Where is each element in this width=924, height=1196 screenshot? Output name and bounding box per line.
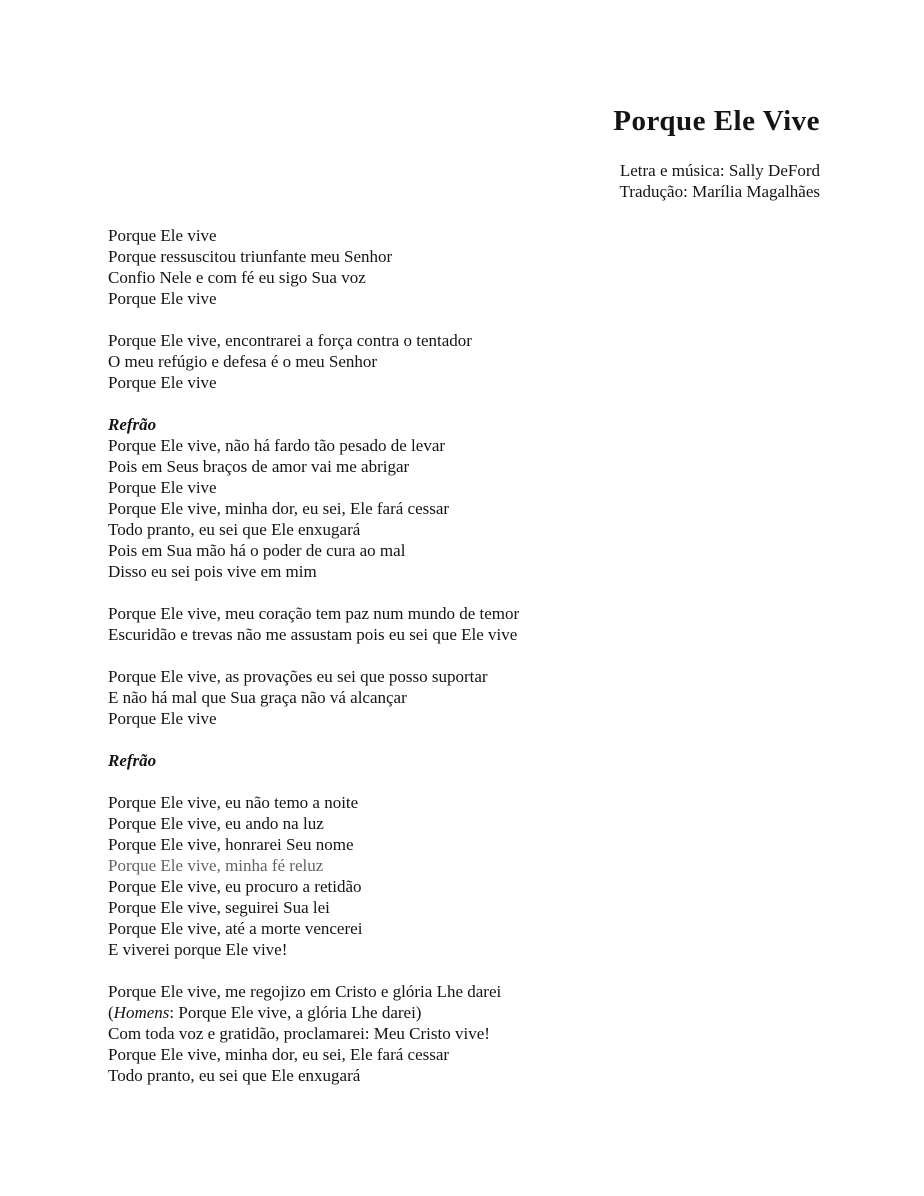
lyric-line: Disso eu sei pois vive em mim bbox=[108, 562, 317, 581]
lyric-line: Porque Ele vive, minha dor, eu sei, Ele fará cessar bbox=[108, 1045, 450, 1064]
credit-line-music: Letra e música: Sally DeFord bbox=[619, 161, 820, 180]
lyric-line: Porque Ele vive bbox=[108, 478, 217, 497]
lyric-line: Porque Ele vive bbox=[108, 289, 217, 308]
lyric-line: Porque Ele vive, seguirei Sua lei bbox=[108, 898, 330, 917]
lyric-line: E não há mal que Sua graça não vá alcançar bbox=[108, 688, 407, 707]
document-header bbox=[613, 103, 820, 202]
page-title: Porque Ele Vive bbox=[613, 105, 820, 137]
lyric-line: Porque Ele vive, até a morte vencerei bbox=[108, 919, 363, 938]
lyric-line: Pois em Seus braços de amor vai me abrigar bbox=[108, 457, 410, 476]
stanza bbox=[108, 330, 864, 393]
lyric-line: Com toda voz e gratidão, proclamarei: Meu Cristo vive! bbox=[108, 1024, 490, 1043]
lyric-line: Porque Ele vive, meu coração tem paz num mundo de temor bbox=[108, 604, 520, 623]
voice-part-label: Homens bbox=[113, 1003, 170, 1022]
lyric-line: Confio Nele e com fé eu sigo Sua voz bbox=[108, 268, 366, 287]
lyric-line: Pois em Sua mão há o poder de cura ao mal bbox=[108, 541, 406, 560]
lyric-line: O meu refúgio e defesa é o meu Senhor bbox=[108, 352, 378, 371]
lyric-line: Porque ressuscitou triunfante meu Senhor bbox=[108, 247, 393, 266]
lyric-line: E viverei porque Ele vive! bbox=[108, 940, 288, 959]
refrain-heading: Refrão bbox=[108, 415, 157, 434]
stanza bbox=[108, 666, 864, 729]
lyric-line: Porque Ele vive bbox=[108, 709, 217, 728]
lyric-line: Porque Ele vive bbox=[108, 373, 217, 392]
lyric-text: ( bbox=[108, 1003, 114, 1022]
stanza bbox=[108, 414, 864, 582]
lyric-line: Porque Ele vive, não há fardo tão pesado de levar bbox=[108, 436, 446, 455]
stanza bbox=[108, 792, 864, 960]
lyric-line: Porque Ele vive, as provações eu sei que posso suportar bbox=[108, 667, 488, 686]
lyric-line: Escuridão e trevas não me assustam pois eu sei que Ele vive bbox=[108, 625, 518, 644]
lyric-line: Todo pranto, eu sei que Ele enxugará bbox=[108, 520, 361, 539]
lyrics bbox=[108, 225, 864, 1086]
lyric-line: Porque Ele vive, eu procuro a retidão bbox=[108, 877, 362, 896]
refrain-heading: Refrão bbox=[108, 751, 157, 770]
lyric-line: Porque Ele vive, eu ando na luz bbox=[108, 814, 324, 833]
lyric-line: Todo pranto, eu sei que Ele enxugará bbox=[108, 1066, 361, 1085]
lyric-text: : Porque Ele vive, a glória Lhe darei) bbox=[169, 1003, 422, 1022]
stanza bbox=[108, 750, 864, 771]
lyric-line: Porque Ele vive, minha dor, eu sei, Ele fará cessar bbox=[108, 499, 450, 518]
lyric-line bbox=[108, 1002, 864, 1023]
stanza bbox=[108, 225, 864, 309]
stanza bbox=[108, 981, 864, 1086]
lyric-line: Porque Ele vive, me regojizo em Cristo e glória Lhe darei bbox=[108, 982, 502, 1001]
lyric-line: Porque Ele vive bbox=[108, 226, 217, 245]
lyric-line: Porque Ele vive, encontrarei a força contra o tentador bbox=[108, 331, 472, 350]
lyric-line: Porque Ele vive, honrarei Seu nome bbox=[108, 835, 354, 854]
credits-block bbox=[613, 160, 820, 202]
stanza bbox=[108, 603, 864, 645]
credit-line-translation: Tradução: Marília Magalhães bbox=[619, 182, 820, 201]
lyric-line: Porque Ele vive, eu não temo a noite bbox=[108, 793, 359, 812]
lyric-line: Porque Ele vive, minha fé reluz bbox=[108, 856, 324, 875]
